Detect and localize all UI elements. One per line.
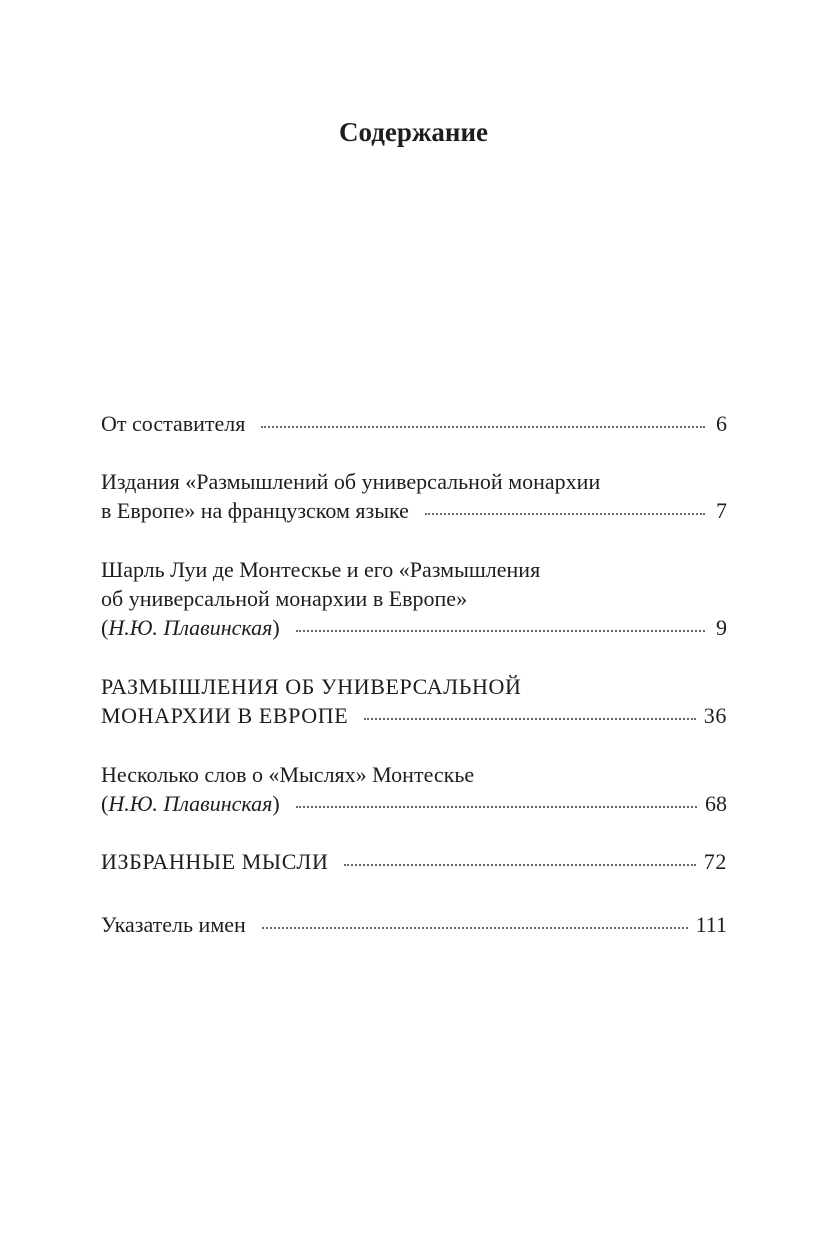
toc-entry-line — [101, 910, 727, 939]
toc-entry-title: в Европе» на французском языке — [101, 498, 409, 523]
toc-entry-title: МОНАРХИИ В ЕВРОПЕ — [101, 703, 349, 728]
toc-entry-line — [101, 409, 727, 438]
toc-entry-title: От составителя — [101, 411, 246, 436]
toc-page-number: 111 — [695, 912, 727, 937]
dot-leader — [364, 718, 696, 720]
toc-entry-line — [101, 847, 727, 876]
toc-entry-line — [101, 789, 727, 818]
toc-entry-title: ИЗБРАННЫЕ МЫСЛИ — [101, 849, 329, 874]
toc-entry-title: Указатель имен — [101, 912, 246, 937]
toc-entry-title-line: РАЗМЫШЛЕНИЯ ОБ УНИВЕРСАЛЬНОЙ — [101, 674, 522, 699]
toc-page-number: 7 — [716, 498, 727, 523]
toc-entry-from-compiler[interactable] — [101, 409, 727, 438]
toc-entry-title-line: об универсальной монархии в Европе» — [101, 586, 468, 611]
toc-page-number: 36 — [703, 703, 727, 728]
toc-entry-line — [101, 496, 727, 525]
toc-entry-title-line: Издания «Размышлений об универсальной монархии — [101, 469, 601, 494]
toc-entry-line — [101, 613, 727, 642]
toc-entry-few-words[interactable] — [101, 760, 727, 818]
dot-leader — [296, 630, 705, 632]
dot-leader — [261, 426, 705, 428]
dot-leader — [425, 513, 705, 515]
dot-leader — [296, 806, 697, 808]
dot-leader — [262, 927, 688, 929]
dot-leader — [344, 864, 695, 866]
toc-entry-author: (Н.Ю. Плавинская) — [101, 791, 280, 816]
toc-entry-title-line: Шарль Луи де Монтескье и его «Размышления — [101, 557, 541, 582]
toc-entry-montesquieu-essay[interactable] — [101, 555, 727, 642]
toc-entry-title-line: Несколько слов о «Мыслях» Монтескье — [101, 762, 475, 787]
toc-page-number: 68 — [705, 791, 727, 816]
toc-entry-reflections[interactable] — [101, 672, 727, 730]
page-title: Содержание — [338, 117, 489, 147]
toc-entry-index[interactable] — [101, 910, 727, 939]
toc-page-number: 9 — [716, 615, 727, 640]
toc-entry-editions[interactable] — [101, 467, 727, 525]
toc-entry-line — [101, 701, 727, 730]
toc-page-number: 6 — [716, 411, 727, 436]
toc-page-number: 72 — [703, 849, 727, 874]
toc-entry-author: (Н.Ю. Плавинская) — [101, 615, 280, 640]
toc-entry-selected-thoughts[interactable] — [101, 847, 727, 876]
